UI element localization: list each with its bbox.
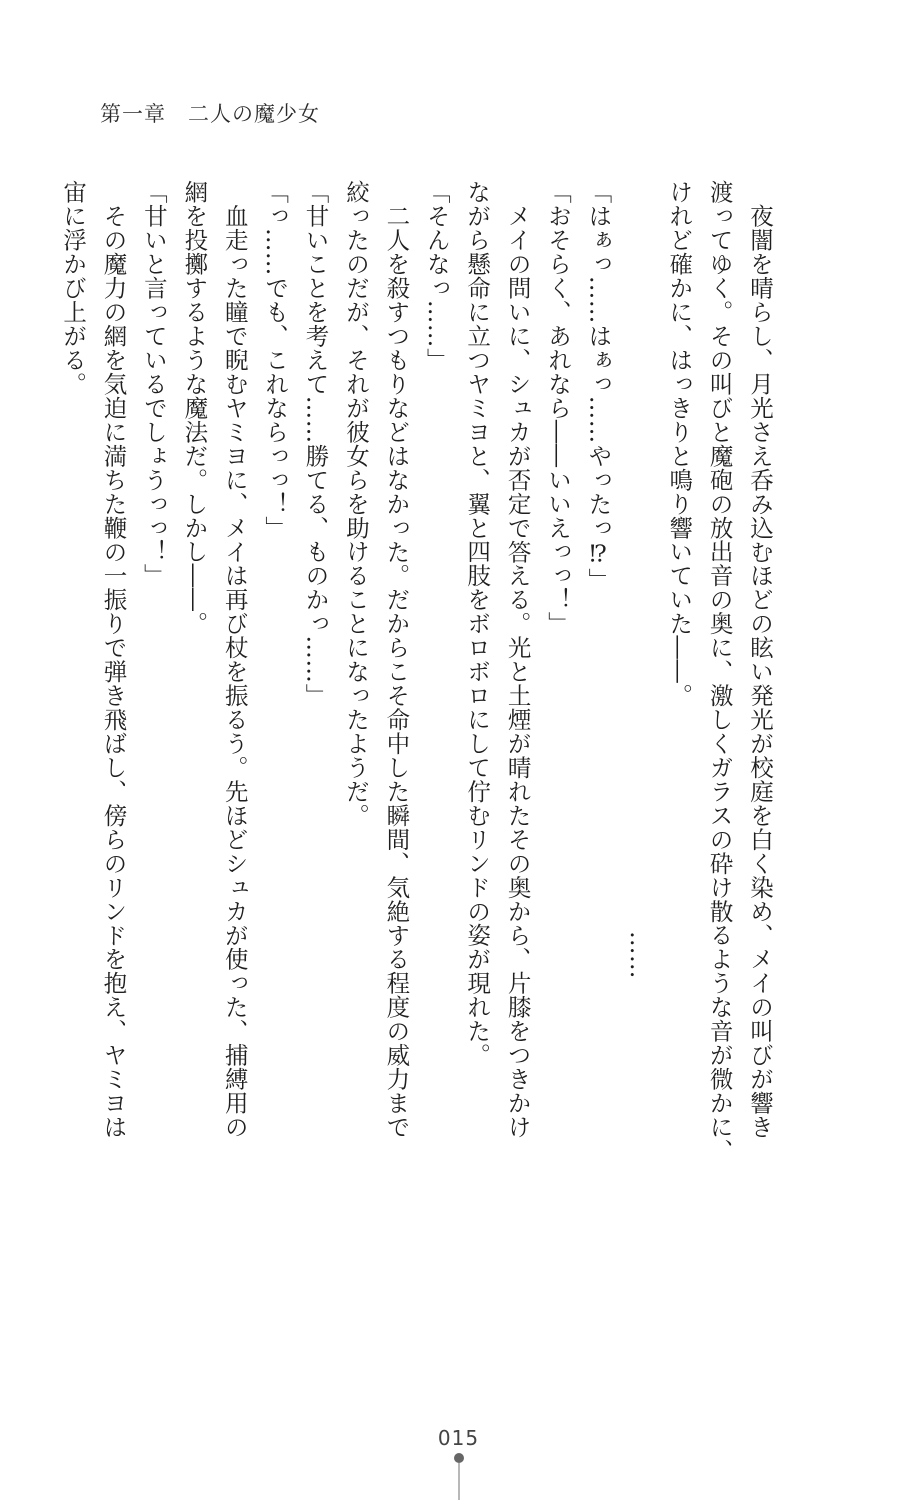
page-ornament-icon [453,1452,465,1500]
dialogue-line: 「甘いと言っているでしょうっっ！」 [139,180,168,588]
dialogue-line: 「っ……でも、これならっっ！」 [261,180,290,540]
text-line: 宙に浮かび上がる。 [59,180,88,396]
text-line: 網を投擲するような魔法だ。しかし――。 [180,180,209,636]
dialogue-line: 「そんなっ……」 [422,180,451,372]
text-line: メイの問いに、シュカが否定で答える。光と土煙が晴れたその奥から、片膝をつきかけ [503,203,532,1139]
text-line: ながら懸命に立つヤミヨと、翼と四肢をボロボロにして佇むリンドの姿が現れた。 [463,180,492,1067]
text-line: その魔力の網を気迫に満ちた鞭の一振りで弾き飛ばし、傍らのリンドを抱え、ヤミヨは [99,203,128,1139]
text-line: けれど確かに、はっきりと鳴り響いていた――。 [665,180,694,708]
text-line: 渡ってゆく。その叫びと魔砲の放出音の奥に、激しくガラスの砕け散るような音が微かに、 [705,180,734,1163]
text-line: 絞ったのだが、それが彼女らを助けることになったようだ。 [341,180,370,828]
dialogue-line: 「はぁっ……はぁっ……やったっ⁉」 [584,180,613,592]
text-line: 夜闇を晴らし、月光さえ呑み込むほどの眩い発光が校庭を白く染め、メイの叫びが響き [746,203,774,1139]
scene-break: …… [624,931,653,979]
page-number: 015 [437,1426,480,1450]
text-line: 二人を殺すつもりなどはなかった。だからこそ命中した瞬間、気絶する程度の威力まで [382,203,411,1139]
text-line: 血走った瞳で睨むヤミヨに、メイは再び杖を振るう。先ほどシュカが使った、捕縛用の [220,203,249,1139]
dialogue-line: 「甘いことを考えて……勝てる、ものかっ……」 [301,180,330,708]
chapter-header: 第一章 二人の魔少女 [100,102,320,126]
dialogue-line: 「おそらく、あれなら――いいえっっ！」 [543,180,572,636]
body-text [59,180,780,1260]
